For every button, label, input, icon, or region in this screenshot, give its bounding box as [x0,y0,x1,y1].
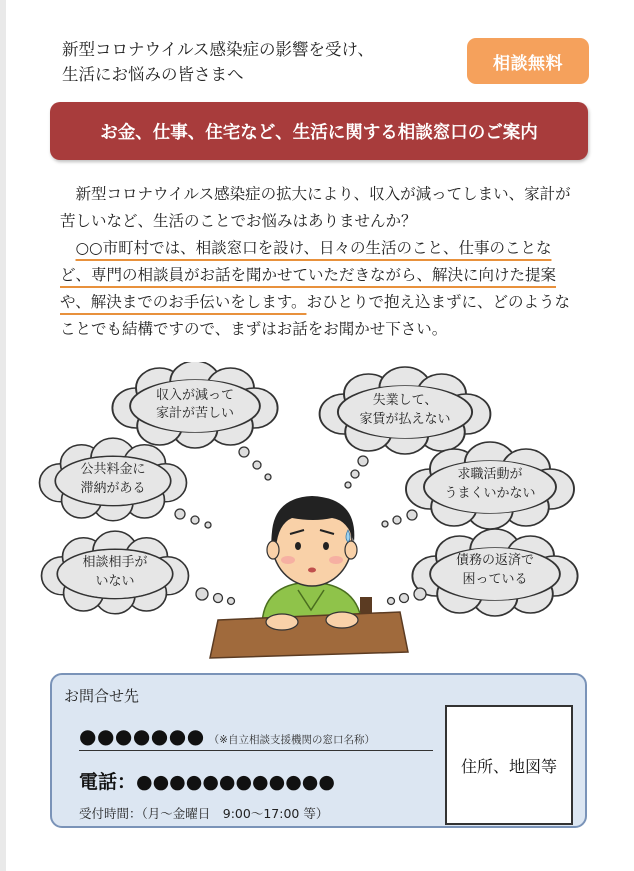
address-map-placeholder: 住所、地図等 [445,705,573,825]
bubble-5-line-2: いない [95,574,135,589]
bubble-3-line-2: 滞納がある [80,481,146,496]
organization-note: （※自立相談支援機関の窓口名称） [208,734,375,746]
reception-hours: 受付時間：（月～金曜日 9:00～17:00 等） [79,806,329,821]
contact-title: お問合せ先 [64,687,140,705]
bubble-3-line-1: 公共料金に [80,462,146,477]
intro-p2-underlined: ○○市町村では、相談窓口を設け、日々の生活のこと、仕事のことなど、専門の相談員がお話を聞かせていただきながら、解決に向けた提案や、解決までのお手伝いをします。 [60,239,557,311]
intro-text [60,181,580,343]
page-edge [0,0,6,871]
bubble-1-line-2: 家計が苦しい [155,406,235,421]
worried-person-illustration [30,362,590,662]
intro-p2-rest: おひとりで抱え込まずに、どのようなことでも結構ですので、まずはお話をお聞かせ下さい。 [60,293,570,338]
bubble-5-line-1: 相談相手が [82,555,148,570]
bubble-2-line-2: 家賃が払えない [359,412,451,427]
intro-p1-text: 新型コロナウイルス感染症の拡大により、収入が減ってしまい、家計が苦しいなど、生活のことでお悩みはありませんか？ [60,185,571,230]
contact-box [50,673,587,828]
header-line-2: 生活にお悩みの皆さまへ [62,65,244,84]
bubble-6-line-1: 債務の返済で [455,553,535,568]
free-consultation-badge: 相談無料 [467,38,589,84]
header-line-1: 新型コロナウイルス感染症の影響を受け、 [62,40,374,59]
person-figure [210,496,408,658]
organization-name: ●●●●●●● [79,724,205,748]
bubble-6-line-2: 困っている [462,572,528,587]
intro-paragraph-2 [60,235,580,343]
organization-row [79,724,433,751]
bubble-4-line-1: 求職活動が [457,467,523,482]
bubble-1-line-1: 収入が減って [155,388,235,403]
bubble-4-line-2: うまくいかない [444,486,536,501]
phone-number: 電話：●●●●●●●●●●●● [79,771,335,793]
banner-title: お金、仕事、住宅など、生活に関する相談窓口のご案内 [50,102,588,160]
intro-paragraph-1 [60,181,580,235]
header-title [62,37,374,87]
bubble-2-line-1: 失業して、 [372,393,438,408]
